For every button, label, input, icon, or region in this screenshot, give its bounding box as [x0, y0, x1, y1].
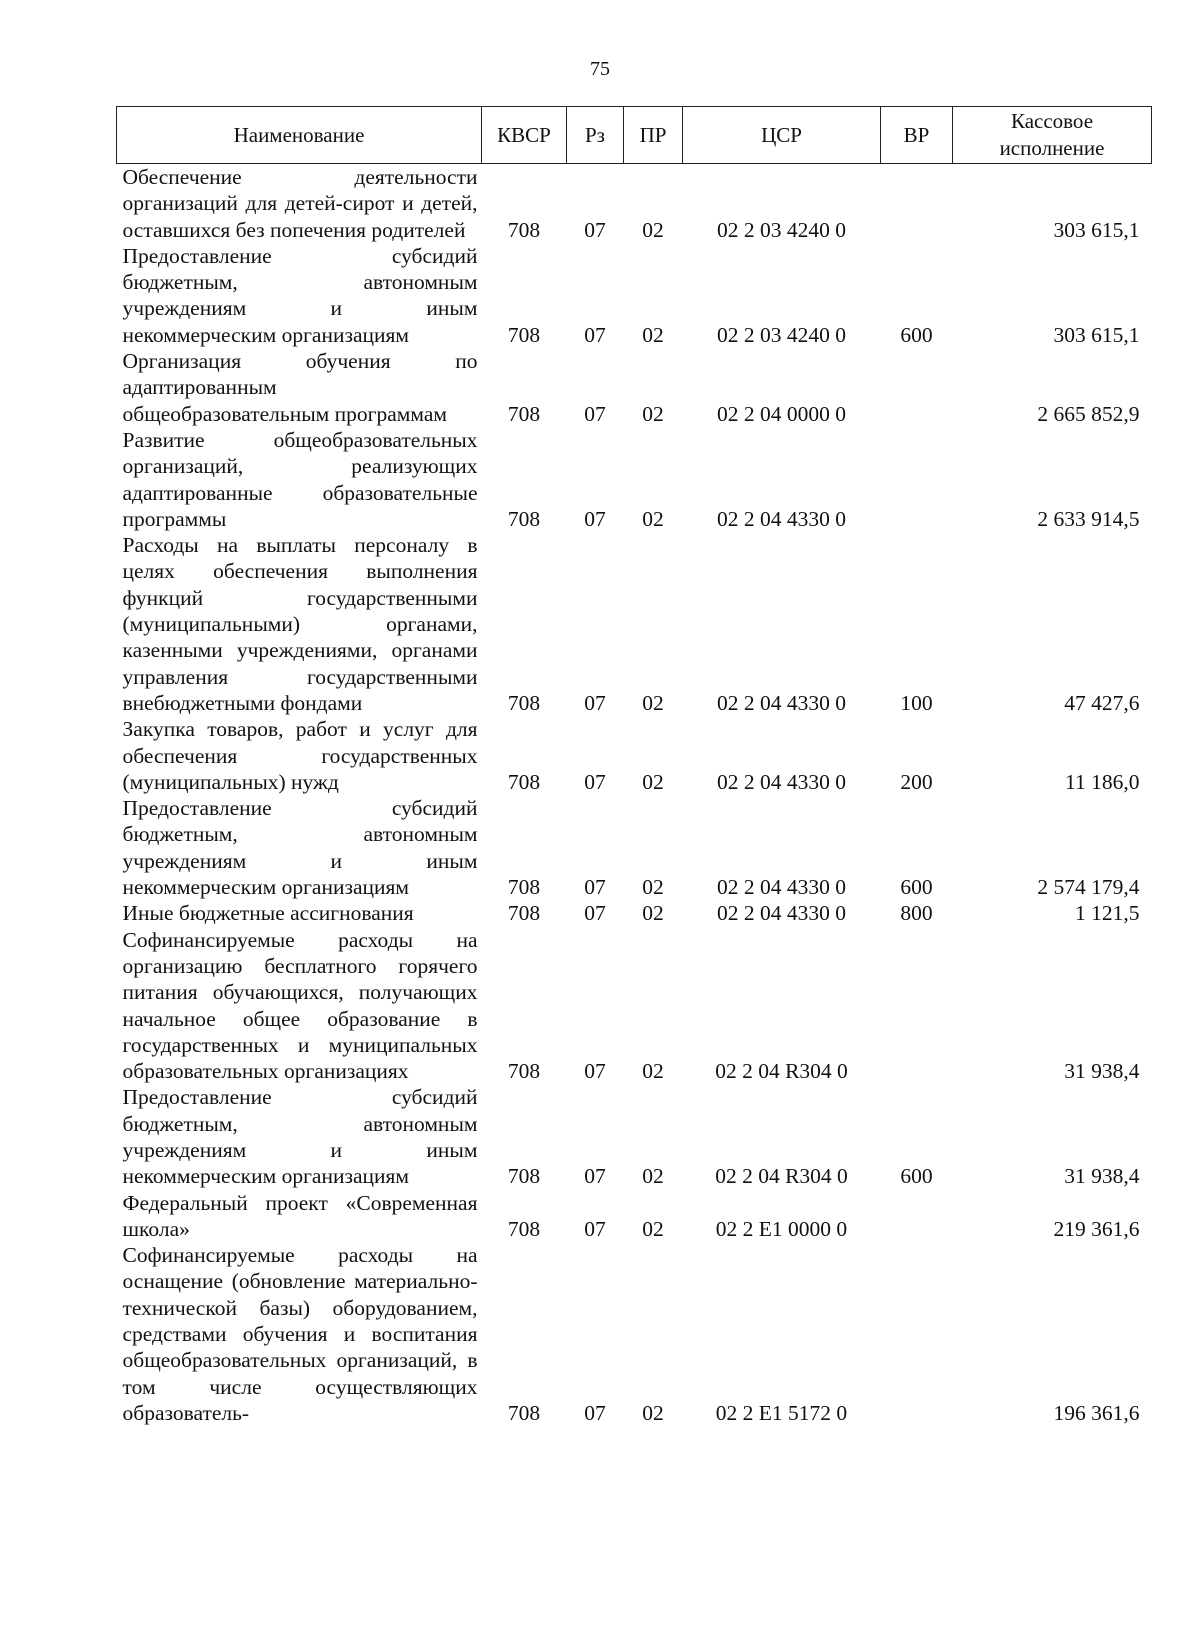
cell-name: Софинансируемые расходы на оснащение (обновление материально-технической базы) оборудованием, средствами обучения и воспитания общеобразовательных организаций, в том числе осуществляющих образователь-	[122, 1243, 478, 1425]
cell-sum: 11 186,0	[1065, 769, 1140, 794]
cell-csr: 02 2 04 R304 0	[715, 1164, 848, 1189]
cell-sum: 31 938,4	[1064, 1164, 1140, 1189]
cell-sum: 219 361,6	[1053, 1216, 1140, 1241]
cell-pr: 02	[642, 1164, 664, 1189]
header-pr: ПР	[624, 107, 683, 164]
table-row	[117, 1242, 1152, 1426]
cell-csr: 02 2 04 4330 0	[717, 901, 846, 926]
cell-vr: 100	[900, 690, 933, 715]
table-row	[117, 716, 1152, 795]
table-body	[117, 164, 1152, 1427]
cell-kvsr: 708	[507, 901, 541, 926]
cell-rz: 07	[584, 901, 606, 926]
page-number: 75	[590, 58, 610, 80]
cell-sum: 47 427,6	[1064, 690, 1140, 715]
table-row	[117, 427, 1152, 532]
table-row	[117, 927, 1152, 1085]
cell-sum: 303 615,1	[1053, 322, 1140, 347]
table-row	[117, 532, 1152, 716]
cell-sum: 2 665 852,9	[1037, 401, 1140, 426]
table-row	[117, 900, 1152, 926]
cell-pr: 02	[642, 901, 664, 926]
cell-vr	[881, 927, 953, 1085]
cell-name: Обеспечение деятельности организаций для детей-сирот и детей, оставшихся без попечения родителей	[122, 165, 478, 242]
cell-sum: 303 615,1	[1053, 217, 1140, 242]
cell-kvsr: 708	[507, 875, 541, 900]
cell-csr: 02 2 04 4330 0	[717, 875, 846, 900]
cell-rz: 07	[584, 690, 606, 715]
cell-rz: 07	[584, 1164, 606, 1189]
cell-name: Закупка товаров, работ и услуг для обеспечения государственных (муниципальных) нужд	[122, 717, 478, 794]
cell-vr: 800	[900, 901, 933, 926]
cell-rz: 07	[584, 401, 606, 426]
cell-kvsr: 708	[507, 217, 541, 242]
cell-name: Развитие общеобразовательных организаций, реализующих адаптированные образовательные программы	[122, 427, 478, 531]
cell-csr: 02 2 04 4330 0	[717, 506, 846, 531]
header-vr: ВР	[881, 107, 953, 164]
cell-vr: 600	[900, 875, 933, 900]
header-name: Наименование	[117, 107, 482, 164]
cell-pr: 02	[642, 690, 664, 715]
cell-kvsr: 708	[507, 401, 541, 426]
table-header-row	[117, 107, 1152, 164]
header-csr: ЦСР	[683, 107, 881, 164]
cell-name: Предоставление субсидий бюджетным, автономным учреждениям и иным некоммерческим организациям	[122, 1085, 478, 1189]
cell-vr: 200	[900, 769, 933, 794]
cell-pr: 02	[642, 506, 664, 531]
cell-vr	[881, 348, 953, 427]
cell-rz: 07	[584, 217, 606, 242]
cell-pr: 02	[642, 217, 664, 242]
cell-csr: 02 2 04 0000 0	[717, 401, 846, 426]
cell-kvsr: 708	[507, 769, 541, 794]
header-sum: Кассовое исполнение	[953, 107, 1152, 164]
table-row	[117, 348, 1152, 427]
cell-rz: 07	[584, 769, 606, 794]
cell-csr: 02 2 04 R304 0	[715, 1059, 848, 1084]
cell-rz: 07	[584, 1216, 606, 1241]
cell-pr: 02	[642, 322, 664, 347]
cell-vr	[881, 427, 953, 532]
cell-csr: 02 2 03 4240 0	[717, 322, 846, 347]
cell-name: Федеральный проект «Современная школа»	[122, 1190, 478, 1241]
cell-name: Расходы на выплаты персоналу в целях обеспечения выполнения функций государственными (муниципальными) органами, казенными учреждениями, органами управления государственными внебюджетными фондами	[122, 533, 478, 715]
table-row	[117, 164, 1152, 243]
cell-kvsr: 708	[507, 1164, 541, 1189]
cell-name: Предоставление субсидий бюджетным, автономным учреждениям и иным некоммерческим организациям	[122, 796, 478, 900]
cell-vr	[881, 1190, 953, 1243]
table-row	[117, 1084, 1152, 1189]
cell-name: Организация обучения по адаптированным общеобразовательным программам	[122, 349, 478, 426]
cell-sum: 196 361,6	[1053, 1400, 1140, 1425]
cell-vr	[881, 1242, 953, 1426]
cell-csr: 02 2 E1 0000 0	[715, 1216, 848, 1241]
header-kvsr: КВСР	[482, 107, 567, 164]
cell-name: Софинансируемые расходы на организацию бесплатного горячего питания обучающихся, получающих начальное общее образование в государственных и муниципальных образовательных организациях	[122, 927, 478, 1084]
budget-table	[116, 106, 1152, 1426]
cell-csr: 02 2 E1 5172 0	[715, 1400, 848, 1425]
cell-kvsr: 708	[507, 1216, 541, 1241]
table-row	[117, 243, 1152, 348]
cell-name: Иные бюджетные ассигнования	[122, 901, 414, 926]
table-row	[117, 1190, 1152, 1243]
cell-vr: 600	[900, 1164, 933, 1189]
cell-pr: 02	[642, 1400, 664, 1425]
cell-kvsr: 708	[507, 1400, 541, 1425]
cell-rz: 07	[584, 506, 606, 531]
header-rz: Рз	[567, 107, 624, 164]
cell-rz: 07	[584, 1059, 606, 1084]
cell-sum: 2 574 179,4	[1037, 875, 1140, 900]
cell-csr: 02 2 04 4330 0	[717, 690, 846, 715]
cell-rz: 07	[584, 875, 606, 900]
cell-pr: 02	[642, 401, 664, 426]
cell-sum: 2 633 914,5	[1037, 506, 1140, 531]
cell-vr: 600	[900, 322, 933, 347]
cell-name: Предоставление субсидий бюджетным, автономным учреждениям и иным некоммерческим организациям	[122, 243, 478, 347]
cell-csr: 02 2 04 4330 0	[717, 769, 846, 794]
table-row	[117, 795, 1152, 900]
cell-pr: 02	[642, 1059, 664, 1084]
cell-pr: 02	[642, 1216, 664, 1241]
cell-kvsr: 708	[507, 690, 541, 715]
cell-rz: 07	[584, 1400, 606, 1425]
cell-sum: 31 938,4	[1064, 1059, 1140, 1084]
cell-rz: 07	[584, 322, 606, 347]
cell-csr: 02 2 03 4240 0	[717, 217, 846, 242]
cell-pr: 02	[642, 769, 664, 794]
cell-sum: 1 121,5	[1075, 901, 1140, 926]
cell-kvsr: 708	[507, 506, 541, 531]
cell-pr: 02	[642, 875, 664, 900]
cell-vr	[881, 164, 953, 243]
cell-kvsr: 708	[507, 322, 541, 347]
cell-kvsr: 708	[507, 1059, 541, 1084]
